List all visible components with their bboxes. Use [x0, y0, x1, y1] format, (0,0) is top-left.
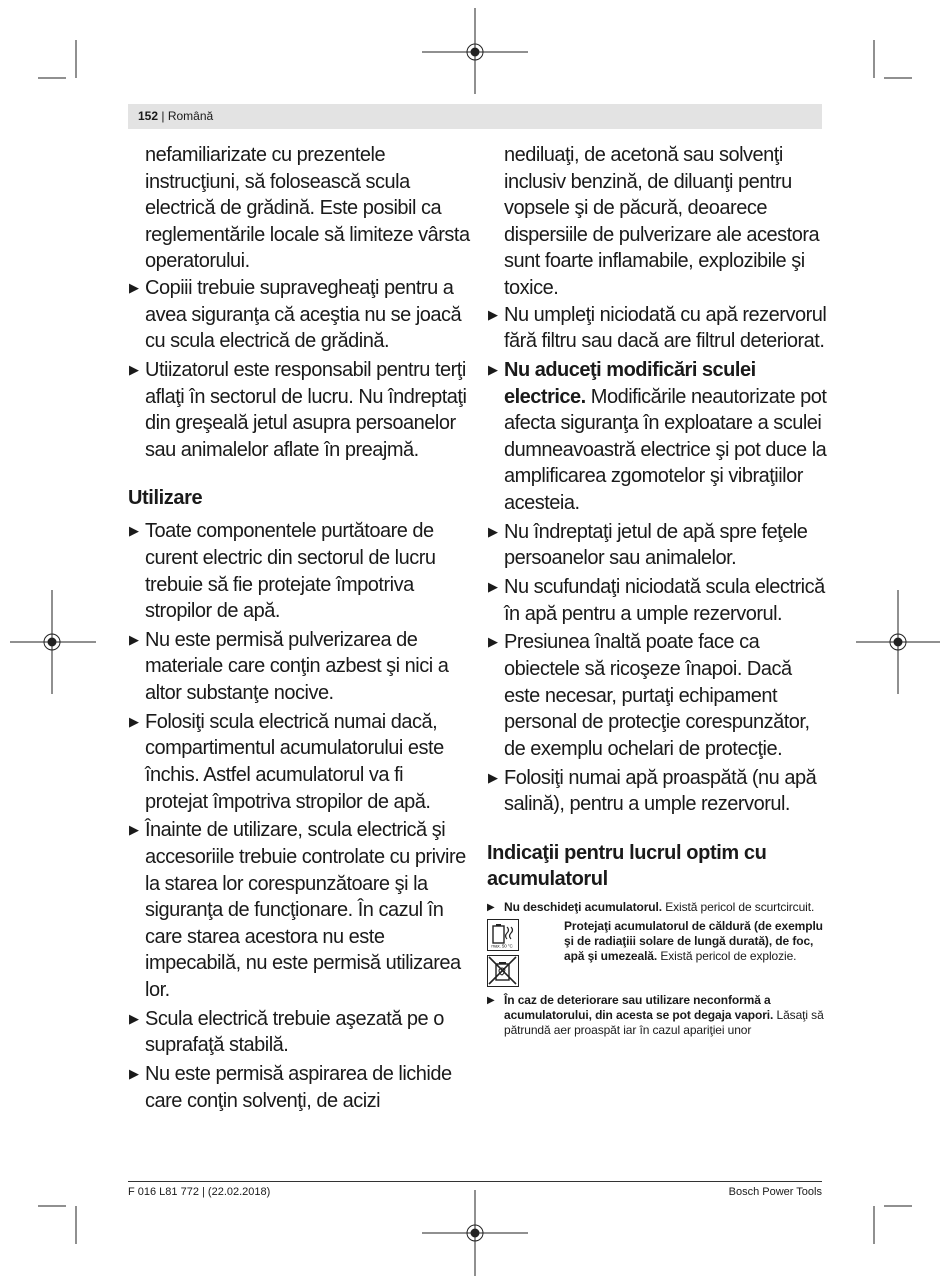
bullet-icon: ▶ [488, 361, 498, 377]
bullet-icon: ▶ [129, 631, 139, 647]
left-continuation-text: nefamiliarizate cu prezentele instrucţiuni, să folosească scula electrică de grădină. Este posibil ca reglementările locale să limiteze vârsta operatorului. [145, 144, 470, 273]
bullet-icon: ▶ [129, 361, 139, 377]
right-continuation-text: nediluaţi, de acetonă sau solvenţi inclusiv benzină, de diluanţi pentru vopsele şi de păcură, deoarece dispersiile de pulverizare ale acestora sunt foarte inflamabile, explozibile şi toxice. [504, 144, 820, 299]
bold-warning: Nu aduceţi modificări sculei electrice. [504, 358, 756, 408]
bullet-icon: ▶ [129, 1010, 139, 1026]
bullet-icon: ▶ [129, 822, 139, 838]
bullet-icon: ▶ [487, 901, 495, 913]
page-number: 152 [138, 109, 159, 123]
list-item: ▶ Folosiţi numai apă proaspătă (nu apă salină), pentru a umple rezervorul. [488, 766, 817, 816]
bullet-icon: ▶ [488, 523, 498, 539]
footer-document-code: F 016 L81 772 | (22.02.2018) [128, 1186, 271, 1198]
battery-warning-icons-row [487, 919, 827, 989]
list-item: ▶ Nu umpleţi niciodată cu apă rezervorul fără filtru sau dacă are filtrul deteriorat. [488, 303, 827, 353]
bullet-icon: ▶ [488, 769, 498, 785]
registration-mark-right [856, 590, 940, 694]
list-item: ▶ Presiunea înaltă poate face ca obiectele să ricoşeze înapoi. Dacă este necesar, purtaţi echipament personal de protecţie corespunzător, de exemplu ochelari de protecţie. [488, 631, 810, 760]
battery-list-item: ▶ Nu deschideţi acumulatorul. Există pericol de scurtcircuit. [487, 899, 815, 914]
list-item: ▶ Înainte de utilizare, scula electrică şi accesoriile trebuie controlate cu privire la starea lor corespunzătoare şi la siguranţa de funcţionare. În cazul în care starea acestora nu este impecabilă, nu este permisă utilizarea lor. [129, 819, 466, 1001]
list-item: ▶ Nu aduceţi modificări sculei electrice. Modificările neautorizate pot afecta siguranţa în exploatare a sculei dumneavoastră electrice şi pot duce la amplificarea zgomotelor şi vibraţiilor acesteia. [488, 358, 827, 514]
list-item: ▶ Scula electrică trebuie aşezată pe o suprafaţă stabilă. [129, 1007, 444, 1057]
list-item: ▶ Nu îndreptaţi jetul de apă spre feţele persoanelor sau animalelor. [488, 520, 808, 570]
list-item: ▶ Nu scufundaţi niciodată scula electrică în apă pentru a umple rezervorul. [488, 576, 825, 625]
list-item: ▶ Folosiţi scula electrică numai dacă, compartimentul acumulatorului este închis. Astfel acumulatorul va fi protejat împotriva stropilor de apă. [129, 710, 444, 813]
bullet-icon: ▶ [488, 306, 498, 322]
registration-mark-bottom [422, 1190, 528, 1276]
bullet-icon: ▶ [129, 279, 139, 295]
header-language: Română [167, 109, 214, 123]
battery-icons [487, 919, 523, 991]
page-footer [128, 1181, 822, 1199]
page-header [128, 104, 822, 129]
section-heading-acumulator: Indicaţii pentru lucrul optim cu acumulatorul [487, 841, 767, 890]
list-item: ▶ Utiizatorul este responsabil pentru terţi aflaţi în sectorul de lucru. Nu îndreptaţi din greşeală jetul asupra persoanelor sau animalelor aflate în preajmă. [129, 358, 467, 461]
bullet-icon: ▶ [129, 523, 139, 539]
list-item: ▶ Copiii trebuie supravegheaţi pentru a avea siguranţa că aceştia nu se joacă cu scula electrică de grădină. [129, 276, 462, 353]
battery-list-item: ▶ În caz de deteriorare sau utilizare neconformă a acumulatorului, din acesta se pot degaja vapori. Lăsaţi să pătrundă aer proaspăt iar în cazul apariţiei unor [487, 992, 824, 1038]
registration-mark-left [10, 590, 96, 694]
left-column [128, 142, 470, 1117]
section-heading-utilizare: Utilizare [128, 487, 203, 510]
battery-no-fire-water-icon [487, 955, 519, 987]
battery-icons-text: Protejaţi acumulatorul de căldură (de exemplu şi de radiaţiii solare de lungă durată), de foc, apă şi umezeală. Există pericol de explozie. [564, 918, 823, 964]
bullet-icon: ▶ [129, 713, 139, 729]
right-column [487, 142, 827, 1043]
list-item: ▶ Nu este permisă aspirarea de lichide care conţin solvenţi, de acizi [129, 1063, 452, 1112]
header-separator: | [158, 109, 168, 123]
footer-brand: Bosch Power Tools [728, 1186, 822, 1198]
bullet-icon: ▶ [487, 994, 495, 1006]
bullet-icon: ▶ [488, 634, 498, 650]
registration-mark-top [422, 8, 528, 94]
list-item: ▶ Toate componentele purtătoare de curent electric din sectorul de lucru trebuie să fie protejate împotriva stropilor de apă. [129, 520, 436, 623]
list-item: ▶ Nu este permisă pulverizarea de materiale care conţin azbest şi nici a altor substanţe nocive. [129, 628, 449, 705]
bullet-icon: ▶ [129, 1066, 139, 1082]
bullet-icon: ▶ [488, 579, 498, 595]
max-temp-label: max. 50 °C [491, 943, 513, 949]
battery-heat-icon [487, 919, 519, 951]
